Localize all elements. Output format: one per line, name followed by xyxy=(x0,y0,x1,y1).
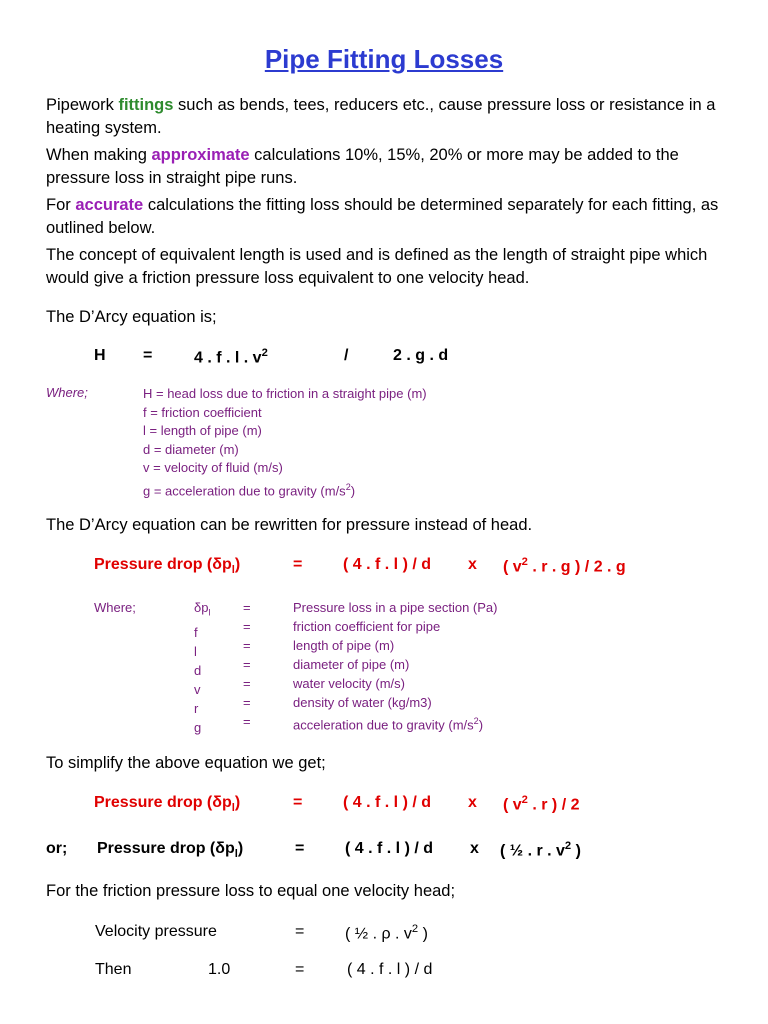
text: ) xyxy=(234,556,241,573)
pressure-drop-label-3 xyxy=(97,840,243,860)
superscript: 2 xyxy=(564,840,572,852)
text: δp xyxy=(194,600,209,615)
pressure-drop-times-2: x xyxy=(468,794,477,811)
description: density of water (kg/m3) xyxy=(293,695,432,710)
pressure-drop-equals-3: = xyxy=(295,840,305,857)
text: 4 . f . l . v xyxy=(194,349,262,367)
superscript: 2 xyxy=(473,716,479,726)
text: ) xyxy=(234,794,241,811)
velocity-pressure-rhs xyxy=(345,923,428,943)
equals: = xyxy=(243,714,251,729)
text: When making xyxy=(46,146,152,164)
description xyxy=(293,712,497,734)
darcy-intro: The D’Arcy equation is; xyxy=(46,308,217,326)
description: water velocity (m/s) xyxy=(293,676,405,691)
description: Pressure loss in a pipe section (Pa) xyxy=(293,600,498,615)
paragraph-approximate xyxy=(46,144,736,190)
equals: = xyxy=(243,619,251,634)
where-label: Where; xyxy=(46,385,88,400)
superscript: 2 xyxy=(261,347,268,359)
text: ) xyxy=(571,842,581,860)
symbol xyxy=(194,598,211,623)
pressure-drop-term-b xyxy=(503,556,626,576)
darcy-divide: / xyxy=(344,347,349,364)
symbol: d xyxy=(194,662,202,678)
subscript: l xyxy=(208,607,211,618)
paragraph-equivalent-length: The concept of equivalent length is used and is defined as the length of straight pipe which would give a friction pressure loss equivalent to one velocity head. xyxy=(46,246,708,287)
pressure-drop-term-b-3 xyxy=(500,840,581,860)
symbol: v xyxy=(194,681,201,697)
text: For xyxy=(46,196,76,214)
superscript: 2 xyxy=(521,794,528,806)
text: ) xyxy=(418,925,428,943)
description: friction coefficient for pipe xyxy=(293,619,441,634)
text: ( v xyxy=(503,558,522,576)
where-item: l = length of pipe (m) xyxy=(143,423,262,439)
pressure-drop-label xyxy=(94,556,240,576)
where-item: v = velocity of fluid (m/s) xyxy=(143,460,283,476)
text: Pressure drop (δp xyxy=(97,840,235,857)
equals: = xyxy=(243,676,251,691)
text: Pipework xyxy=(46,96,119,114)
equals: = xyxy=(243,600,251,615)
text: such as bends, tees, reducers etc., cause pressure loss or resistance in a heating system. xyxy=(46,96,716,137)
where-item: f = friction coefficient xyxy=(143,404,262,420)
symbol: f xyxy=(194,624,198,640)
text: ( ½ . r . v xyxy=(500,842,565,860)
text: g = acceleration due to gravity (m/s xyxy=(143,483,346,499)
pressure-drop-times: x xyxy=(468,556,477,573)
where-item: d = diameter (m) xyxy=(143,441,239,457)
where-item: H = head loss due to friction in a straight pipe (m) xyxy=(143,386,427,401)
text: calculations the fitting loss should be determined separately for each fitting, as outlined below. xyxy=(46,196,719,237)
equals: = xyxy=(243,695,251,710)
velocity-head-intro: For the friction pressure loss to equal one velocity head; xyxy=(46,882,456,900)
darcy-denominator: 2 . g . d xyxy=(393,347,449,364)
text: acceleration due to gravity (m/s xyxy=(293,717,474,733)
superscript: 2 xyxy=(521,556,528,568)
where-equals xyxy=(243,598,251,731)
text: . r . g ) / 2 . g xyxy=(527,558,626,576)
then-equals: = xyxy=(295,961,305,978)
then-label: Then xyxy=(95,961,132,978)
highlight-accurate: accurate xyxy=(75,196,144,214)
pressure-drop-equals: = xyxy=(293,556,303,573)
darcy-numerator xyxy=(194,347,268,367)
pressure-drop-term-b-2 xyxy=(503,794,579,814)
where-label-2: Where; xyxy=(94,600,136,615)
velocity-pressure-label: Velocity pressure xyxy=(95,923,217,940)
pressure-drop-label-2 xyxy=(94,794,240,814)
highlight-fittings: fittings xyxy=(118,96,174,114)
text: . r ) / 2 xyxy=(527,796,580,814)
equals: = xyxy=(243,657,251,672)
where-descriptions xyxy=(293,598,497,734)
rewritten-intro: The D’Arcy equation can be rewritten for pressure instead of head. xyxy=(46,516,533,534)
equals: = xyxy=(243,638,251,653)
symbol: l xyxy=(194,643,197,659)
or-label: or; xyxy=(46,840,68,857)
pressure-drop-equals-2: = xyxy=(293,794,303,811)
text: Pressure drop (δp xyxy=(94,794,232,811)
page-title: Pipe Fitting Losses xyxy=(264,44,504,74)
darcy-equals: = xyxy=(143,347,153,364)
subscript: l xyxy=(231,564,235,577)
pressure-drop-times-3: x xyxy=(470,840,479,857)
superscript: 2 xyxy=(345,481,351,492)
subscript: l xyxy=(234,848,238,861)
pressure-drop-term-a-3: ( 4 . f . l ) / d xyxy=(345,840,433,857)
simplify-intro: To simplify the above equation we get; xyxy=(46,754,326,772)
pressure-drop-term-a: ( 4 . f . l ) / d xyxy=(343,556,431,573)
pressure-drop-term-a-2: ( 4 . f . l ) / d xyxy=(343,794,431,811)
where-symbols xyxy=(194,598,211,737)
description: length of pipe (m) xyxy=(293,638,395,653)
where-item xyxy=(143,478,427,501)
highlight-approximate: approximate xyxy=(151,146,250,164)
darcy-lhs: H xyxy=(94,347,106,364)
text: ) xyxy=(478,717,484,733)
subscript: l xyxy=(231,802,235,815)
paragraph-accurate xyxy=(46,194,736,240)
text: ( v xyxy=(503,796,522,814)
superscript: 2 xyxy=(411,923,419,935)
symbol: g xyxy=(194,719,202,735)
text: calculations 10%, 15%, 20% or more may be added to the pressure loss in straight pipe runs. xyxy=(46,146,679,187)
text: Pressure drop (δp xyxy=(94,556,232,573)
velocity-pressure-equals: = xyxy=(295,923,305,940)
text: ) xyxy=(237,840,244,857)
text: ) xyxy=(350,483,356,499)
where-list xyxy=(143,385,427,501)
description: diameter of pipe (m) xyxy=(293,657,410,672)
text: ( ½ . ρ . v xyxy=(345,925,412,943)
then-rhs: ( 4 . f . l ) / d xyxy=(347,961,433,978)
paragraph-fittings xyxy=(46,94,736,140)
then-value: 1.0 xyxy=(208,961,231,978)
symbol: r xyxy=(194,700,199,716)
